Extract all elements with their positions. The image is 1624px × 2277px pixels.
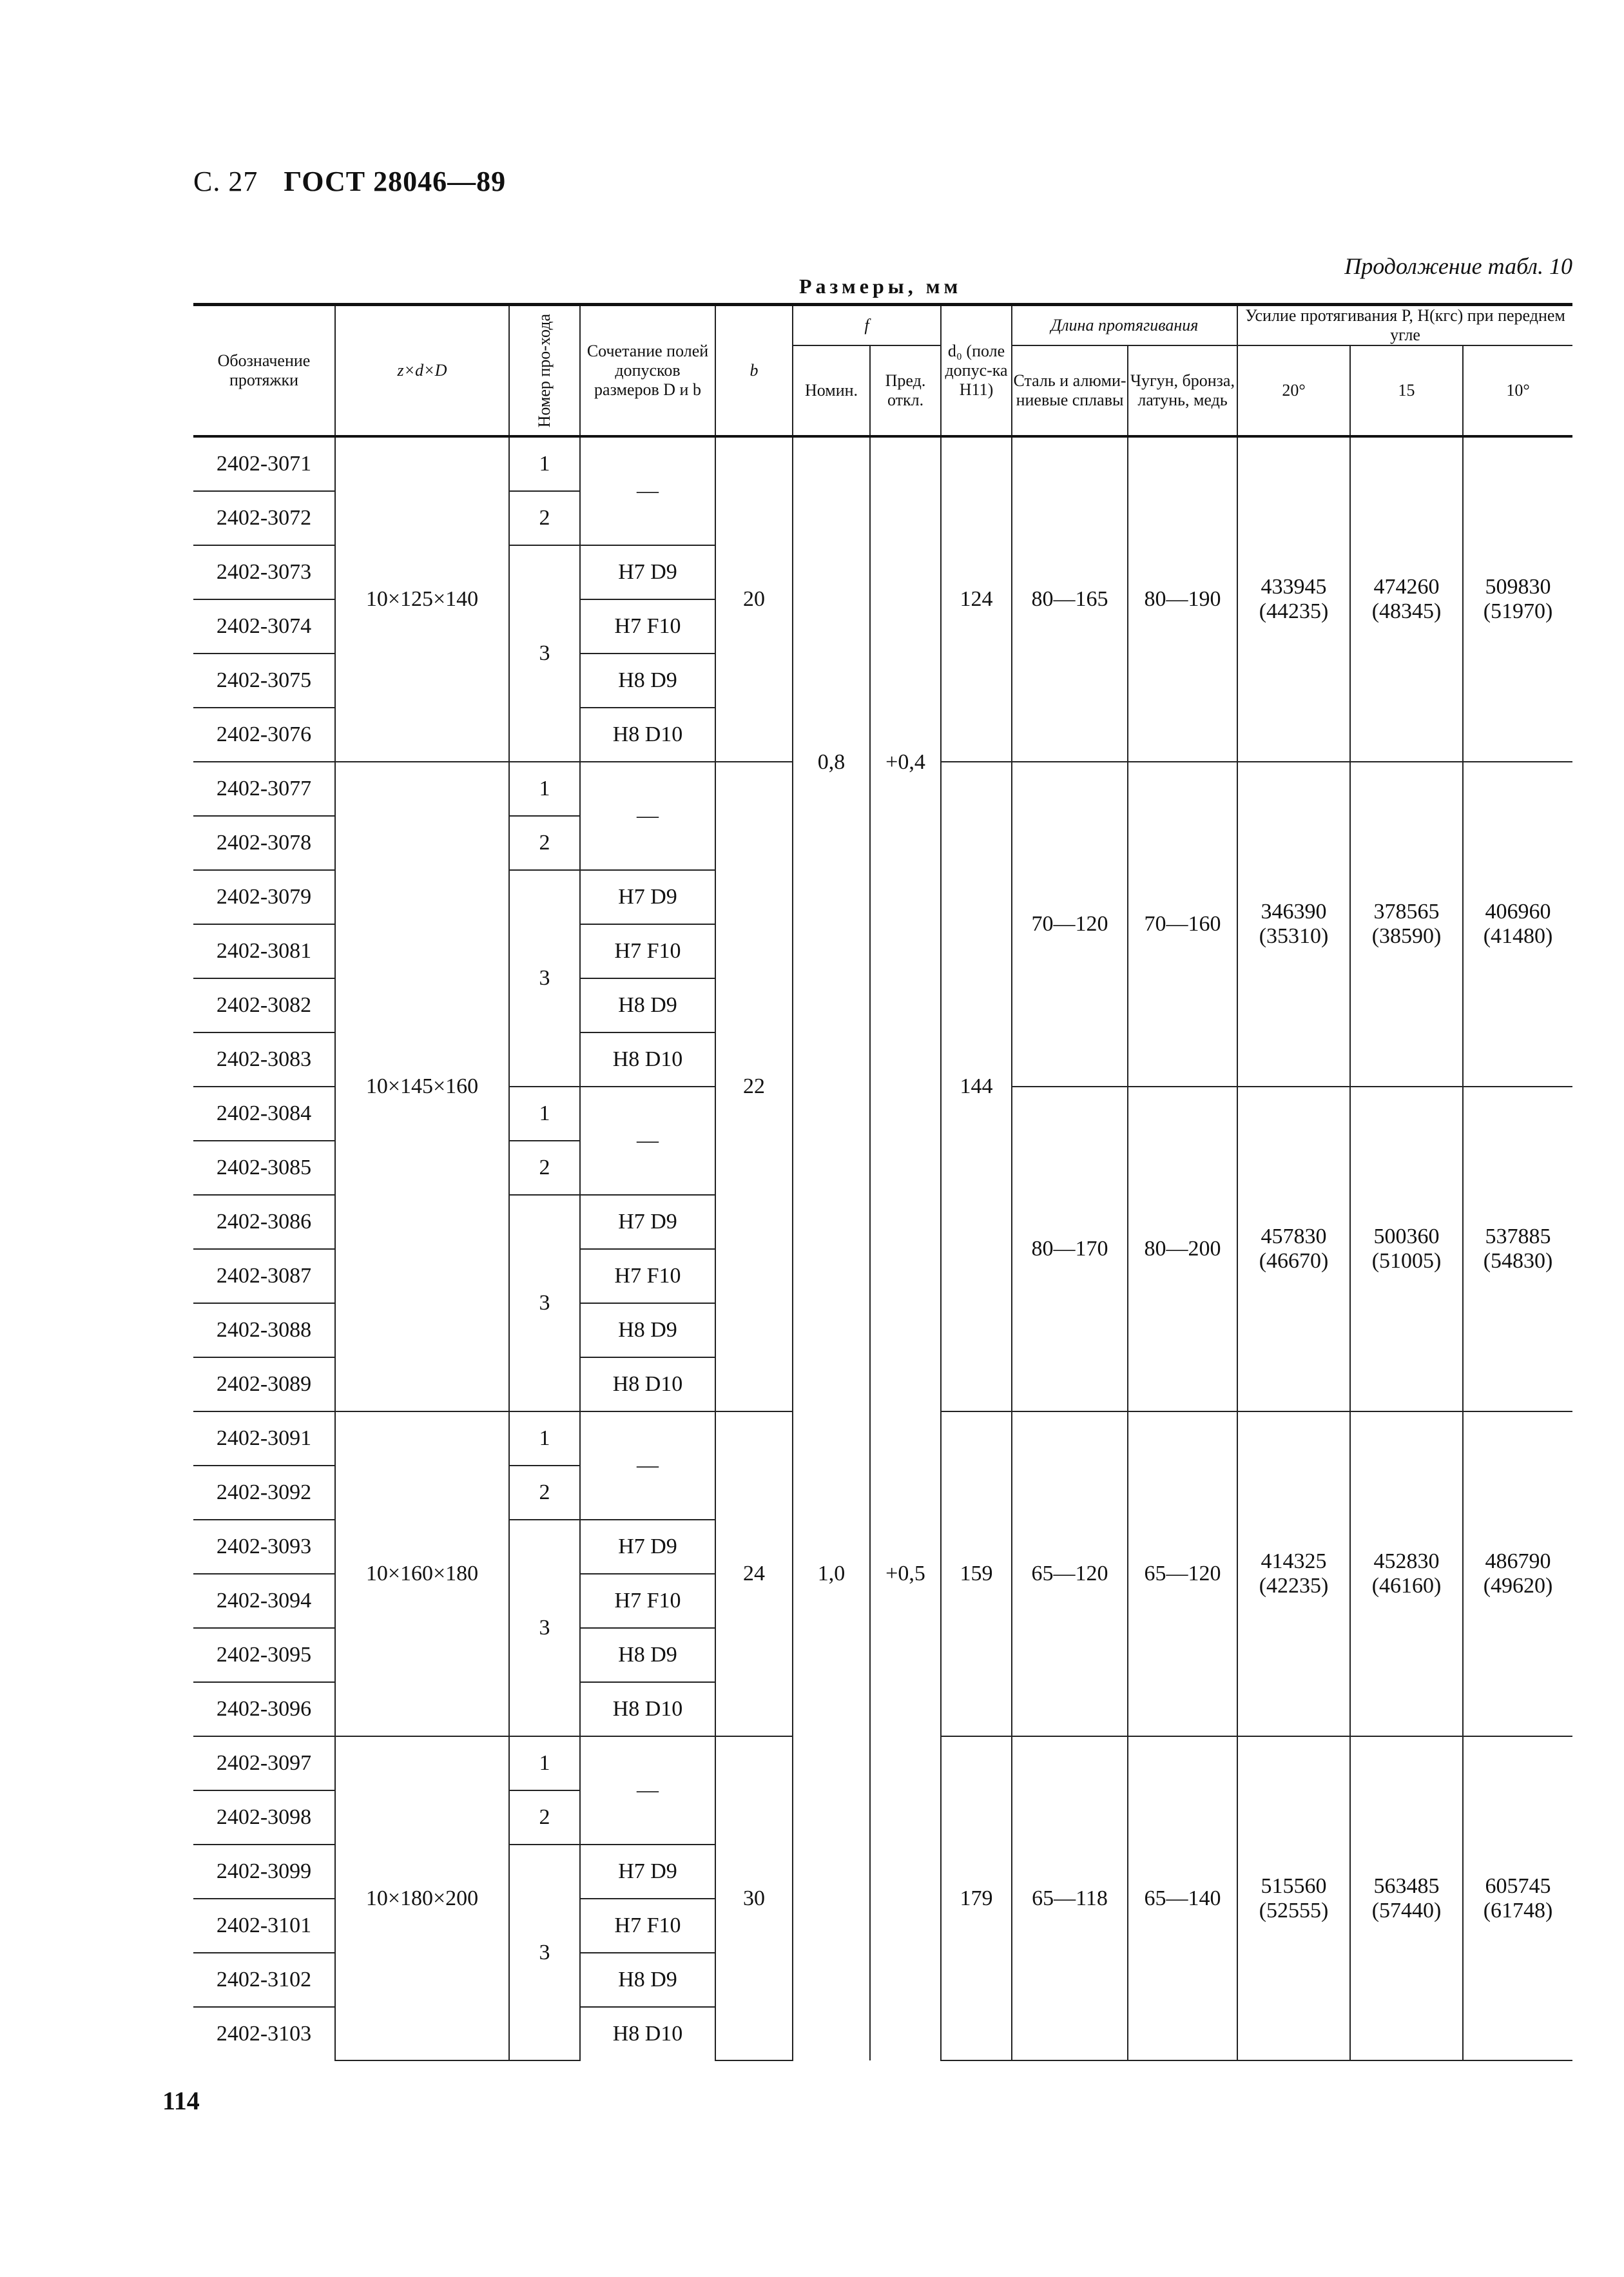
d0-cell: 179 xyxy=(941,1736,1012,2060)
pass-cell: 1 xyxy=(509,1411,580,1466)
designation-cell: 2402-3093 xyxy=(193,1520,335,1574)
force-20-kgf: (46670) xyxy=(1259,1249,1329,1273)
combination-cell: — xyxy=(580,1087,715,1195)
force-15-cell xyxy=(1350,1736,1463,2060)
standard-number: ГОСТ 28046—89 xyxy=(284,166,507,197)
designation-cell: 2402-3082 xyxy=(193,978,335,1032)
designation-cell: 2402-3101 xyxy=(193,1899,335,1953)
header-combination: Сочетание полей допусков размеров D и b xyxy=(580,305,715,437)
header-pass-number xyxy=(509,305,580,437)
force-20-kgf: (44235) xyxy=(1259,599,1329,623)
designation-cell: 2402-3083 xyxy=(193,1032,335,1087)
designation-cell: 2402-3088 xyxy=(193,1303,335,1357)
length-cast-cell: 70—160 xyxy=(1128,762,1237,1087)
zdD-cell: 10×180×200 xyxy=(335,1736,509,2060)
header-length: Длина протягивания xyxy=(1012,305,1237,346)
force-10-cell xyxy=(1463,1411,1572,1736)
combination-cell: H8 D10 xyxy=(580,1357,715,1411)
pass-cell: 2 xyxy=(509,1466,580,1520)
f-nominal-cell: 1,0 xyxy=(793,1087,870,2060)
f-deviation-cell: +0,5 xyxy=(870,1087,941,2060)
pass-cell: 3 xyxy=(509,545,580,762)
header-f: f xyxy=(793,305,941,346)
length-steel-cell: 70—120 xyxy=(1012,762,1128,1087)
table-continuation-note: Продолжение табл. 10 xyxy=(1344,253,1572,279)
force-10-value: 486790 xyxy=(1485,1549,1551,1573)
force-20-value: 433945 xyxy=(1261,575,1327,599)
designation-cell: 2402-3103 xyxy=(193,2007,335,2060)
table-body xyxy=(193,436,1572,2060)
designation-cell: 2402-3099 xyxy=(193,1845,335,1899)
pass-cell: 1 xyxy=(509,1736,580,1790)
force-15-value: 452830 xyxy=(1373,1549,1440,1573)
designation-cell: 2402-3096 xyxy=(193,1682,335,1736)
header-length-cast: Чугун, бронза, латунь, медь xyxy=(1128,345,1237,436)
length-steel-cell: 80—170 xyxy=(1012,1087,1128,1411)
designation-cell: 2402-3072 xyxy=(193,491,335,545)
length-cast-cell: 80—200 xyxy=(1128,1087,1237,1411)
combination-cell: H8 D10 xyxy=(580,1682,715,1736)
header-f-nominal: Номин. xyxy=(793,345,870,436)
b-cell: 20 xyxy=(715,436,793,762)
designation-cell: 2402-3085 xyxy=(193,1141,335,1195)
force-10-kgf: (49620) xyxy=(1483,1574,1553,1598)
force-15-value: 500360 xyxy=(1373,1225,1440,1248)
table-row xyxy=(193,436,1572,491)
length-cast-cell: 65—120 xyxy=(1128,1411,1237,1736)
force-15-cell xyxy=(1350,1411,1463,1736)
combination-cell: H7 F10 xyxy=(580,1574,715,1628)
designation-cell: 2402-3081 xyxy=(193,924,335,978)
designation-cell: 2402-3077 xyxy=(193,762,335,816)
force-15-cell xyxy=(1350,762,1463,1087)
combination-cell: H7 F10 xyxy=(580,924,715,978)
designation-cell: 2402-3094 xyxy=(193,1574,335,1628)
combination-cell: H8 D9 xyxy=(580,1628,715,1682)
combination-cell: H8 D9 xyxy=(580,978,715,1032)
force-20-cell xyxy=(1237,1736,1350,2060)
pass-cell: 2 xyxy=(509,491,580,545)
force-20-value: 457830 xyxy=(1261,1225,1327,1248)
combination-cell: H8 D10 xyxy=(580,708,715,762)
pass-cell: 3 xyxy=(509,870,580,1087)
designation-cell: 2402-3097 xyxy=(193,1736,335,1790)
designation-cell: 2402-3102 xyxy=(193,1953,335,2007)
force-10-cell xyxy=(1463,762,1572,1087)
designation-cell: 2402-3074 xyxy=(193,599,335,654)
header-pass-number-text: Номер про-хода xyxy=(535,313,554,428)
zdD-cell: 10×160×180 xyxy=(335,1411,509,1736)
force-20-value: 515560 xyxy=(1261,1874,1327,1898)
force-15-value: 474260 xyxy=(1373,575,1440,599)
designation-cell: 2402-3075 xyxy=(193,654,335,708)
force-20-kgf: (52555) xyxy=(1259,1898,1329,1923)
footer-page-number: 114 xyxy=(162,2086,200,2115)
page-label: С. 27 xyxy=(193,166,258,197)
designation-cell: 2402-3098 xyxy=(193,1790,335,1845)
header-angle-20: 20° xyxy=(1237,345,1350,436)
header-angle-15: 15 xyxy=(1350,345,1463,436)
header-designation: Обозначение протяжки xyxy=(193,305,335,437)
force-15-kgf: (48345) xyxy=(1371,599,1442,623)
header-f-deviation: Пред. откл. xyxy=(870,345,941,436)
designation-cell: 2402-3084 xyxy=(193,1087,335,1141)
force-10-value: 509830 xyxy=(1485,575,1551,599)
combination-cell: H7 D9 xyxy=(580,545,715,599)
header-force: Усилие протягивания P, Н(кгс) при переднем угле xyxy=(1237,305,1572,346)
designation-cell: 2402-3091 xyxy=(193,1411,335,1466)
length-cast-cell: 65—140 xyxy=(1128,1736,1237,2060)
force-15-kgf: (51005) xyxy=(1371,1249,1442,1273)
combination-cell: — xyxy=(580,1411,715,1520)
force-10-kgf: (61748) xyxy=(1483,1898,1553,1923)
force-15-cell xyxy=(1350,1087,1463,1411)
force-10-value: 406960 xyxy=(1485,900,1551,924)
combination-cell: — xyxy=(580,762,715,870)
designation-cell: 2402-3095 xyxy=(193,1628,335,1682)
force-20-cell xyxy=(1237,762,1350,1087)
combination-cell: H7 D9 xyxy=(580,1195,715,1249)
combination-cell: H7 D9 xyxy=(580,870,715,924)
force-10-value: 605745 xyxy=(1485,1874,1551,1898)
force-10-value: 537885 xyxy=(1485,1225,1551,1248)
combination-cell: H7 D9 xyxy=(580,1520,715,1574)
combination-cell: H7 F10 xyxy=(580,1249,715,1303)
header-zdD: z×d×D xyxy=(335,305,509,437)
b-cell: 24 xyxy=(715,1411,793,1736)
pass-cell: 2 xyxy=(509,1790,580,1845)
combination-cell: H8 D9 xyxy=(580,1303,715,1357)
length-steel-cell: 65—118 xyxy=(1012,1736,1128,2060)
force-20-cell xyxy=(1237,436,1350,762)
pass-cell: 3 xyxy=(509,1845,580,2060)
pass-cell: 1 xyxy=(509,1087,580,1141)
designation-cell: 2402-3076 xyxy=(193,708,335,762)
pass-cell: 2 xyxy=(509,1141,580,1195)
combination-cell: H7 F10 xyxy=(580,1899,715,1953)
designation-cell: 2402-3078 xyxy=(193,816,335,870)
broach-specifications-table xyxy=(193,303,1572,2061)
dimensions-caption: Размеры, мм xyxy=(799,275,962,298)
b-cell: 30 xyxy=(715,1736,793,2060)
combination-cell: H7 D9 xyxy=(580,1845,715,1899)
force-10-cell xyxy=(1463,1087,1572,1411)
force-20-value: 346390 xyxy=(1261,900,1327,924)
force-10-kgf: (41480) xyxy=(1483,924,1553,948)
force-10-cell xyxy=(1463,436,1572,762)
force-15-cell xyxy=(1350,436,1463,762)
force-20-kgf: (42235) xyxy=(1259,1574,1329,1598)
broach-table-container xyxy=(193,303,1572,2061)
d0-cell: 124 xyxy=(941,436,1012,762)
combination-cell: H8 D9 xyxy=(580,1953,715,2007)
combination-cell: H7 F10 xyxy=(580,599,715,654)
f-nominal-cell: 0,8 xyxy=(793,436,870,1087)
zdD-cell: 10×145×160 xyxy=(335,762,509,1411)
combination-cell: H8 D10 xyxy=(580,1032,715,1087)
pass-cell: 3 xyxy=(509,1520,580,1736)
length-cast-cell: 80—190 xyxy=(1128,436,1237,762)
f-deviation-cell: +0,4 xyxy=(870,436,941,1087)
force-15-value: 378565 xyxy=(1373,900,1440,924)
length-steel-cell: 80—165 xyxy=(1012,436,1128,762)
force-15-kgf: (38590) xyxy=(1371,924,1442,948)
header-angle-10: 10° xyxy=(1463,345,1572,436)
header-d0: d₀ (поле допус-ка H11) xyxy=(941,305,1012,437)
b-cell: 22 xyxy=(715,762,793,1411)
header-length-steel: Сталь и алюми-ниевые сплавы xyxy=(1012,345,1128,436)
pass-cell: 1 xyxy=(509,762,580,816)
designation-cell: 2402-3073 xyxy=(193,545,335,599)
length-steel-cell: 65—120 xyxy=(1012,1411,1128,1736)
force-10-kgf: (51970) xyxy=(1483,599,1553,623)
force-20-cell xyxy=(1237,1087,1350,1411)
force-10-cell xyxy=(1463,1736,1572,2060)
combination-cell: H8 D9 xyxy=(580,654,715,708)
force-10-kgf: (54830) xyxy=(1483,1249,1553,1273)
d0-cell: 159 xyxy=(941,1411,1012,1736)
designation-cell: 2402-3079 xyxy=(193,870,335,924)
designation-cell: 2402-3092 xyxy=(193,1466,335,1520)
force-20-value: 414325 xyxy=(1261,1549,1327,1573)
designation-cell: 2402-3089 xyxy=(193,1357,335,1411)
designation-cell: 2402-3086 xyxy=(193,1195,335,1249)
combination-cell: — xyxy=(580,436,715,545)
force-20-cell xyxy=(1237,1411,1350,1736)
header-b: b xyxy=(715,305,793,437)
designation-cell: 2402-3071 xyxy=(193,436,335,491)
force-15-kgf: (57440) xyxy=(1371,1898,1442,1923)
combination-cell: — xyxy=(580,1736,715,1845)
pass-cell: 2 xyxy=(509,816,580,870)
combination-cell: H8 D10 xyxy=(580,2007,715,2060)
force-15-kgf: (46160) xyxy=(1371,1574,1442,1598)
d0-cell: 144 xyxy=(941,762,1012,1411)
zdD-cell: 10×125×140 xyxy=(335,436,509,762)
designation-cell: 2402-3087 xyxy=(193,1249,335,1303)
pass-cell: 3 xyxy=(509,1195,580,1411)
force-20-kgf: (35310) xyxy=(1259,924,1329,948)
pass-cell: 1 xyxy=(509,436,580,491)
force-15-value: 563485 xyxy=(1373,1874,1440,1898)
page-header xyxy=(193,165,506,198)
